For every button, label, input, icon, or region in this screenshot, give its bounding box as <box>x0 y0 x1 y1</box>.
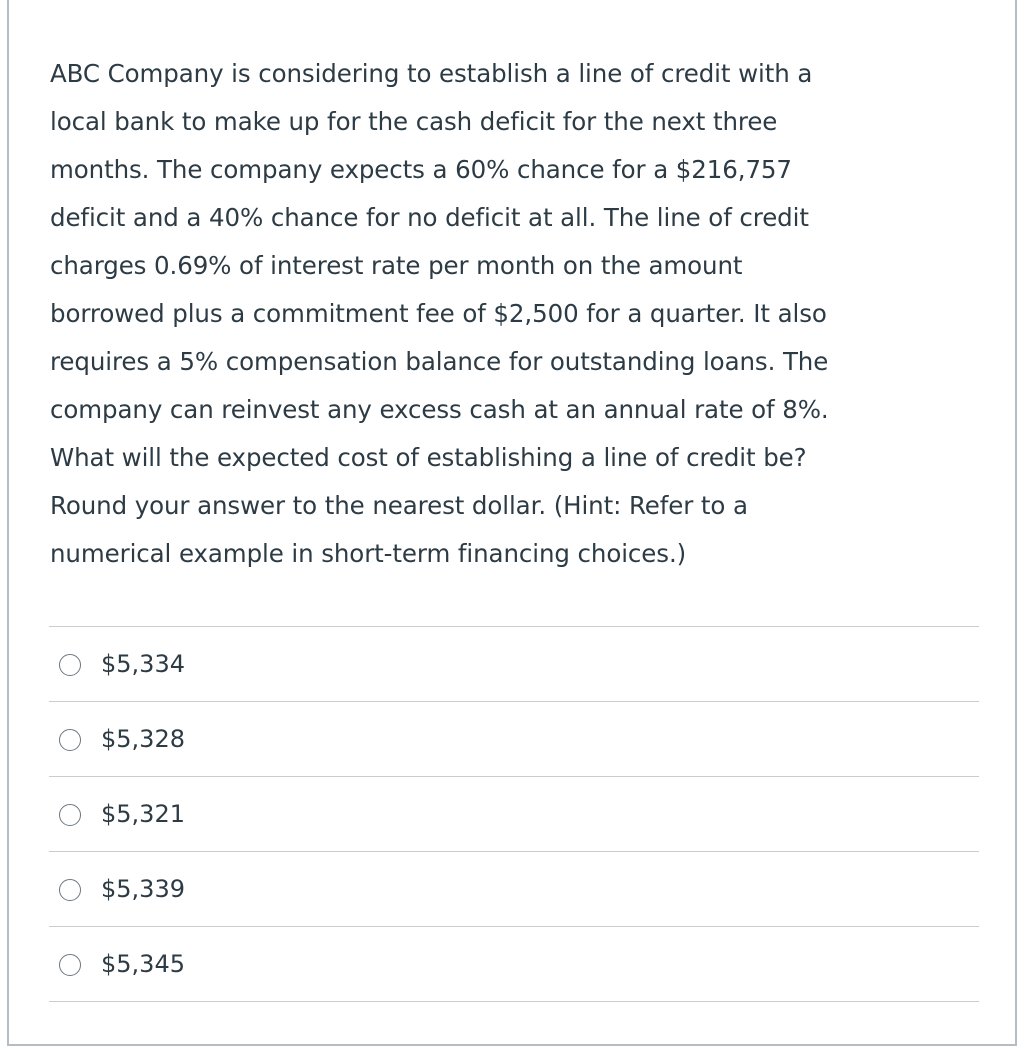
radio-button[interactable] <box>59 654 81 676</box>
question-line: company can reinvest any excess cash at an annual rate of 8%. <box>50 395 829 424</box>
answer-label[interactable]: $5,334 <box>101 650 185 678</box>
question-line: deficit and a 40% chance for no deficit at all. The line of credit <box>50 203 809 232</box>
answer-label[interactable]: $5,339 <box>101 875 185 903</box>
question-line: numerical example in short-term financing choices.) <box>50 539 687 568</box>
radio-button[interactable] <box>59 804 81 826</box>
question-line: borrowed plus a commitment fee of $2,500 for a quarter. It also <box>50 299 827 328</box>
answer-option[interactable] <box>49 926 979 1002</box>
question-line: What will the expected cost of establishing a line of credit be? <box>50 443 807 472</box>
question-line: charges 0.69% of interest rate per month on the amount <box>50 251 743 280</box>
radio-button[interactable] <box>59 879 81 901</box>
answer-list <box>49 626 979 1002</box>
question-line: Round your answer to the nearest dollar. (Hint: Refer to a <box>50 491 748 520</box>
question-card <box>7 0 1017 1046</box>
answer-label[interactable]: $5,328 <box>101 725 185 753</box>
radio-button[interactable] <box>59 954 81 976</box>
answer-option[interactable] <box>49 701 979 776</box>
answer-option[interactable] <box>49 626 979 701</box>
answer-label[interactable]: $5,321 <box>101 800 185 828</box>
answer-label[interactable]: $5,345 <box>101 950 185 978</box>
question-text <box>50 50 970 578</box>
question-line: local bank to make up for the cash deficit for the next three <box>50 107 778 136</box>
radio-button[interactable] <box>59 729 81 751</box>
question-line: months. The company expects a 60% chance for a $216,757 <box>50 155 792 184</box>
answer-option[interactable] <box>49 851 979 926</box>
question-line: requires a 5% compensation balance for outstanding loans. The <box>50 347 829 376</box>
answer-option[interactable] <box>49 776 979 851</box>
question-line: ABC Company is considering to establish a line of credit with a <box>50 59 813 88</box>
